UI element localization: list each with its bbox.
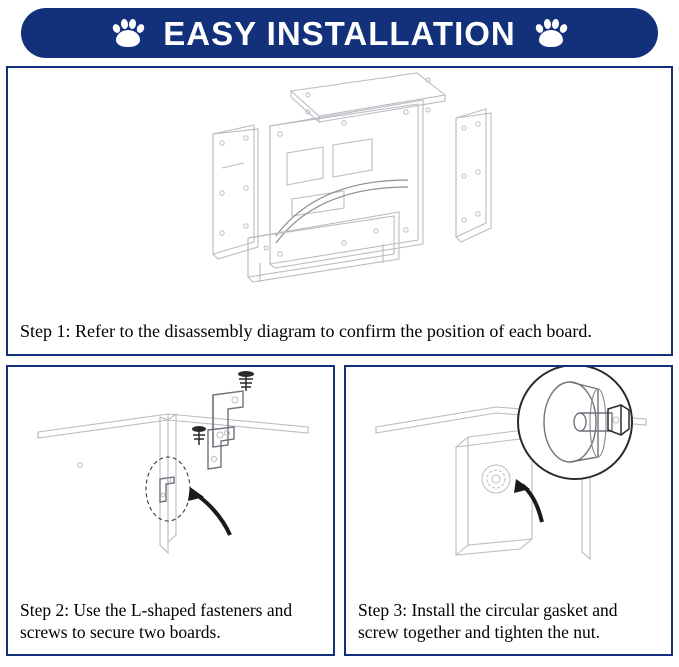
magnified-detail <box>518 367 632 479</box>
step-1-caption: Step 1: Refer to the disassembly diagram to confirm the position of each board. <box>20 320 592 341</box>
l-bracket-screw-diagram <box>8 367 333 592</box>
step-3-caption: Step 3: Install the circular gasket and screw together and tighten the nut. <box>358 600 618 643</box>
step-2-illustration <box>8 367 333 592</box>
header-banner <box>21 8 658 58</box>
direction-arrow <box>514 479 542 522</box>
gasket-small <box>482 465 510 493</box>
step-3-panel <box>344 365 673 656</box>
step-1-illustration <box>8 68 671 300</box>
exploded-assembly-diagram <box>8 68 671 300</box>
step-2-panel <box>6 365 335 656</box>
step-1-panel <box>6 66 673 356</box>
direction-arrow <box>188 487 230 535</box>
step-3-illustration <box>346 367 671 592</box>
step-2-caption: Step 2: Use the L-shaped fasteners and screws to secure two boards. <box>20 600 293 643</box>
bottom-panel-row <box>6 365 673 656</box>
paw-icon <box>534 17 568 49</box>
circular-gasket-nut-diagram <box>346 367 671 592</box>
paw-icon <box>111 17 145 49</box>
page-title: EASY INSTALLATION <box>163 14 516 52</box>
